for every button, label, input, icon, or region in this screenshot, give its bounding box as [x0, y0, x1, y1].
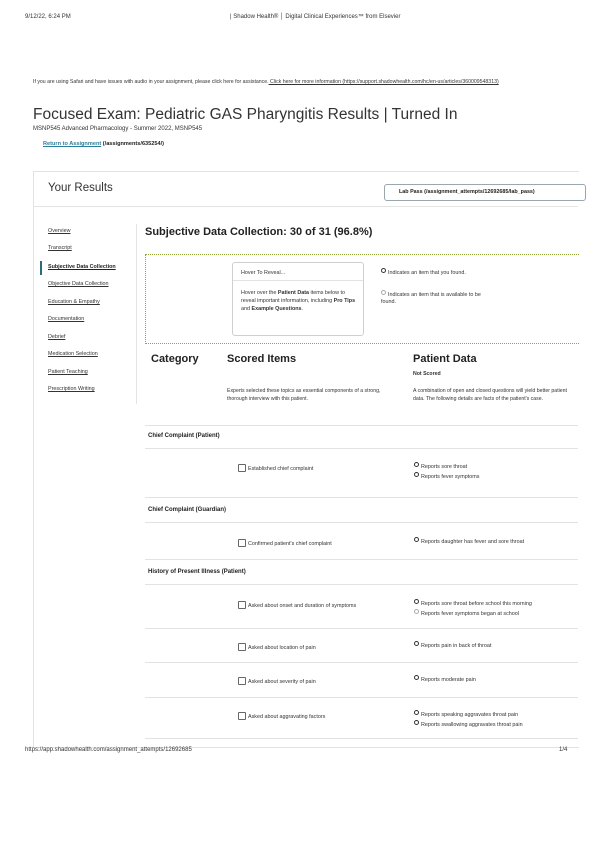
group-chief-complaint-patient: Chief Complaint (Patient): [148, 433, 220, 439]
patient-data-item[interactable]: Reports moderate pain: [414, 675, 476, 685]
lab-pass-button[interactable]: Lab Pass (/assignment_attempts/12692685/lab_pass): [384, 184, 586, 201]
table-rule: [145, 559, 578, 560]
patient-data-cell: [414, 710, 523, 730]
legend-found: Indicates an item that you found.: [381, 268, 481, 277]
patient-data-item[interactable]: Reports speaking aggravates throat pain: [414, 710, 523, 720]
nav-debrief[interactable]: Debrief: [48, 334, 66, 340]
not-scored-label: Not Scored: [413, 371, 441, 377]
patient-data-item[interactable]: Reports sore throat before school this morning: [414, 599, 532, 609]
nav-subjective-data-collection[interactable]: Subjective Data Collection: [48, 264, 116, 270]
print-footer-url: https://app.shadowhealth.com/assignment_attempts/12692685: [25, 747, 192, 753]
scored-description: Experts selected these topics as essential components of a strong, thorough interview with this patient.: [227, 388, 381, 402]
col-patient-data: Patient Data: [413, 353, 477, 365]
hover-tooltip: [232, 262, 364, 336]
scored-item-row: Asked about severity of pain: [238, 677, 316, 685]
scored-item-row: Established chief complaint: [238, 464, 313, 472]
nav-prescription-writing[interactable]: Prescription Writing: [48, 386, 95, 392]
patient-data-item[interactable]: Reports fever symptoms: [414, 472, 479, 482]
print-datetime: 9/12/22, 6:24 PM: [25, 14, 71, 20]
nav-medication-selection[interactable]: Medication Selection: [48, 351, 98, 357]
patient-data-cell: [414, 462, 479, 482]
col-scored-items: Scored Items: [227, 353, 297, 365]
return-link[interactable]: Return to Assignment: [43, 141, 102, 147]
print-page-number: 1/4: [559, 747, 568, 753]
hover-instructions: Hover over the Patient Data items below to reveal important information, including Pro Tips and Example Questions.: [241, 290, 356, 312]
nav-transcript[interactable]: Transcript: [48, 245, 72, 251]
item-checkbox: [238, 464, 246, 472]
patient-description: A combination of open and closed questions will yield better patient data. The following details are facts of the patient's case.: [413, 388, 567, 402]
item-checkbox: [238, 712, 246, 720]
your-results-heading: Your Results: [48, 182, 113, 194]
found-marker-icon: [414, 537, 419, 542]
table-rule: [145, 448, 578, 449]
nav-objective-data-collection[interactable]: Objective Data Collection: [48, 281, 109, 287]
patient-data-cell: [414, 537, 524, 547]
nav-education-empathy[interactable]: Education & Empathy: [48, 299, 100, 305]
patient-data-cell: [414, 641, 491, 651]
tooltip-divider: [233, 280, 363, 281]
course-subtitle: MSNP545 Advanced Pharmacology - Summer 2022, MSNP545: [33, 126, 203, 132]
nav-overview[interactable]: Overview: [48, 228, 71, 234]
table-rule: [145, 662, 578, 663]
scored-item-row: Confirmed patient's chief complaint: [238, 539, 332, 547]
scored-item-row: Asked about onset and duration of symptoms: [238, 601, 356, 609]
table-rule: [145, 522, 578, 523]
found-marker-icon: [414, 472, 419, 477]
scored-item-row: Asked about location of pain: [238, 643, 316, 651]
nav-patient-teaching[interactable]: Patient Teaching: [48, 369, 88, 375]
card-divider: [33, 206, 578, 207]
available-marker-icon: [414, 609, 419, 614]
patient-data-cell: [414, 675, 476, 685]
print-page-title: | Shadow Health® │ Digital Clinical Experiences™ from Elsevier: [230, 14, 401, 20]
page-title: Focused Exam: Pediatric GAS Pharyngitis Results | Turned In: [33, 106, 458, 123]
group-hpi-patient: History of Present Illness (Patient): [148, 569, 246, 575]
support-link[interactable]: Click here for more information (https://support.shadowhealth.com/hc/en-us/articles/360009548313): [268, 79, 499, 85]
patient-data-item[interactable]: Reports pain in back of throat: [414, 641, 491, 651]
item-checkbox: [238, 539, 246, 547]
return-path: (/assignments/635254/): [101, 141, 165, 147]
patient-data-item[interactable]: Reports fever symptoms began at school: [414, 609, 532, 619]
table-rule: [145, 697, 578, 698]
table-rule: [145, 497, 578, 498]
found-marker-icon: [414, 720, 419, 725]
found-marker-icon: [414, 599, 419, 604]
safari-notice-text: If you are using Safari and have issues with audio in your assignment, please click here for assistance.: [33, 79, 269, 85]
safari-notice: [33, 78, 573, 86]
found-marker-icon: [414, 675, 419, 680]
table-rule: [145, 628, 578, 629]
section-title: Subjective Data Collection: 30 of 31 (96.8%): [145, 226, 373, 238]
found-marker-icon: [414, 641, 419, 646]
nav-documentation[interactable]: Documentation: [48, 316, 85, 322]
return-to-assignment[interactable]: [43, 141, 164, 147]
hover-title: Hover To Reveal...: [241, 270, 286, 276]
results-nav: [40, 224, 137, 404]
patient-data-item[interactable]: Reports swallowing aggravates throat pain: [414, 720, 523, 730]
found-marker-icon: [414, 462, 419, 467]
group-chief-complaint-guardian: Chief Complaint (Guardian): [148, 507, 226, 513]
found-marker-icon: [381, 268, 386, 273]
scored-item-row: Asked about aggravating factors: [238, 712, 325, 720]
item-checkbox: [238, 677, 246, 685]
patient-data-item[interactable]: Reports daughter has fever and sore throat: [414, 537, 524, 547]
table-rule: [145, 425, 578, 426]
patient-data-item[interactable]: Reports sore throat: [414, 462, 479, 472]
active-nav-indicator: [40, 261, 42, 275]
table-rule: [145, 584, 578, 585]
legend-available: Indicates an item that is available to be found.: [381, 292, 481, 305]
patient-data-cell: [414, 599, 532, 619]
col-category: Category: [151, 353, 199, 365]
item-checkbox: [238, 643, 246, 651]
table-rule: [145, 738, 578, 739]
found-marker-icon: [414, 710, 419, 715]
available-marker-icon: [381, 290, 386, 295]
item-checkbox: [238, 601, 246, 609]
